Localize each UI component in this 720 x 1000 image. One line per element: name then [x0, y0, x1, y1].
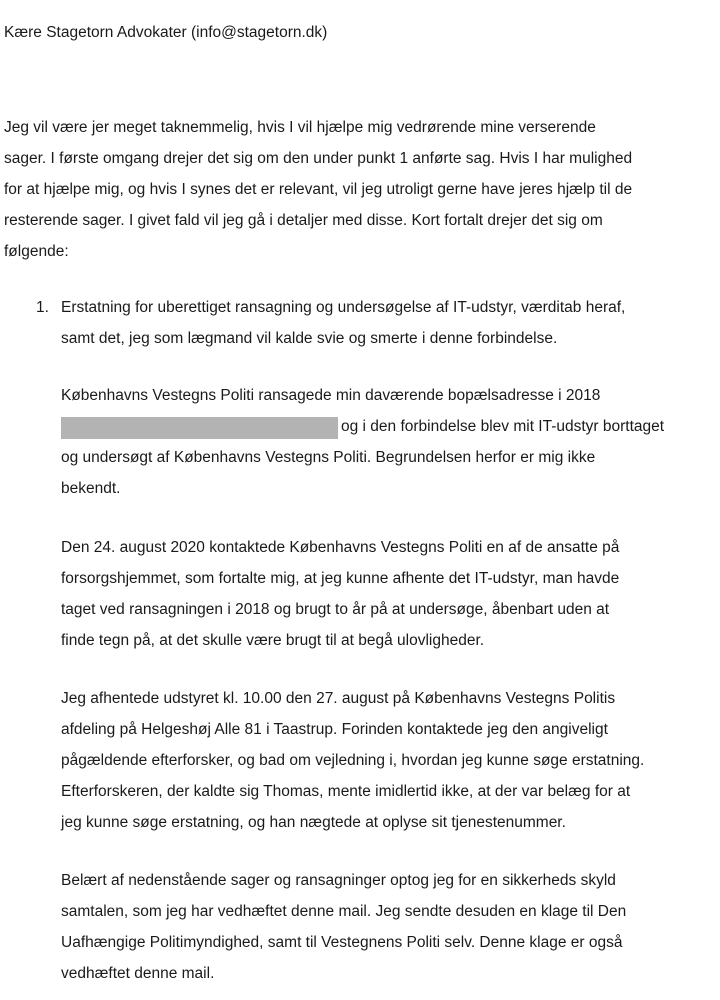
item-paragraph-line: finde tegn på, at det skulle være brugt til at begå ulovligheder. [61, 632, 485, 649]
item-paragraph-line: Jeg afhentede udstyret kl. 10.00 den 27. august på Københavns Vestegns Politis [61, 690, 616, 707]
intro-line: følgende: [4, 243, 69, 260]
item-paragraph-line: samtalen, som jeg har vedhæftet denne mail. Jeg sendte desuden en klage til Den [61, 903, 627, 920]
item-paragraph-line: pågældende efterforsker, og bad om vejledning i, hvordan jeg kunne søge erstatning. [61, 752, 645, 769]
intro-line: for at hjælpe mig, og hvis I synes det er relevant, vil jeg utroligt gerne have jeres hjælp til de [4, 181, 633, 198]
greeting: Kære Stagetorn Advokater (info@stagetorn.dk) [4, 24, 328, 41]
intro-line: sager. I første omgang drejer det sig om den under punkt 1 anførte sag. Hvis I har mulighed [4, 150, 633, 167]
item-paragraph-line: afdeling på Helgeshøj Alle 81 i Taastrup. Forinden kontaktede jeg den angiveligt [61, 721, 608, 738]
item-paragraph-line: og i den forbindelse blev mit IT-udstyr borttaget [341, 418, 665, 435]
item-paragraph-line: Belært af nedenstående sager og ransagninger optog jeg for en sikkerheds skyld [61, 872, 616, 889]
item-paragraph-line: Københavns Vestegns Politi ransagede min daværende bopælsadresse i 2018 [61, 387, 601, 404]
intro-line: resterende sager. I givet fald vil jeg gå i detaljer med disse. Kort fortalt drejer det sig om [4, 212, 603, 229]
item-paragraph-line: jeg kunne søge erstatning, og han nægtede at oplyse sit tjenestenummer. [61, 814, 566, 831]
item-paragraph-line: bekendt. [61, 480, 121, 497]
item-heading-line: Erstatning for uberettiget ransagning og undersøgelse af IT-udstyr, værditab heraf, [61, 299, 626, 316]
redaction-block [61, 417, 338, 439]
item-paragraph-line: vedhæftet denne mail. [61, 965, 215, 982]
item-paragraph-line: Efterforskeren, der kaldte sig Thomas, mente imidlertid ikke, at der var belæg for at [61, 783, 631, 800]
item-paragraph-line: Uafhængige Politimyndighed, samt til Vestegnens Politi selv. Denne klage er også [61, 934, 623, 951]
item-paragraph-line: Den 24. august 2020 kontaktede Københavns Vestegns Politi en af de ansatte på [61, 539, 620, 556]
intro-line: Jeg vil være jer meget taknemmelig, hvis I vil hjælpe mig vedrørende mine verserende [4, 119, 596, 136]
item-paragraph-line: taget ved ransagningen i 2018 og brugt to år på at undersøge, åbenbart uden at [61, 601, 610, 618]
item-paragraph-line: og undersøgt af Københavns Vestegns Politi. Begrundelsen herfor er mig ikke [61, 449, 596, 466]
item-heading-line: samt det, jeg som lægmand vil kalde svie og smerte i denne forbindelse. [61, 330, 558, 347]
item-paragraph-line: forsorgshjemmet, som fortalte mig, at jeg kunne afhente det IT-udstyr, man havde [61, 570, 620, 587]
list-marker: 1. [36, 299, 49, 316]
